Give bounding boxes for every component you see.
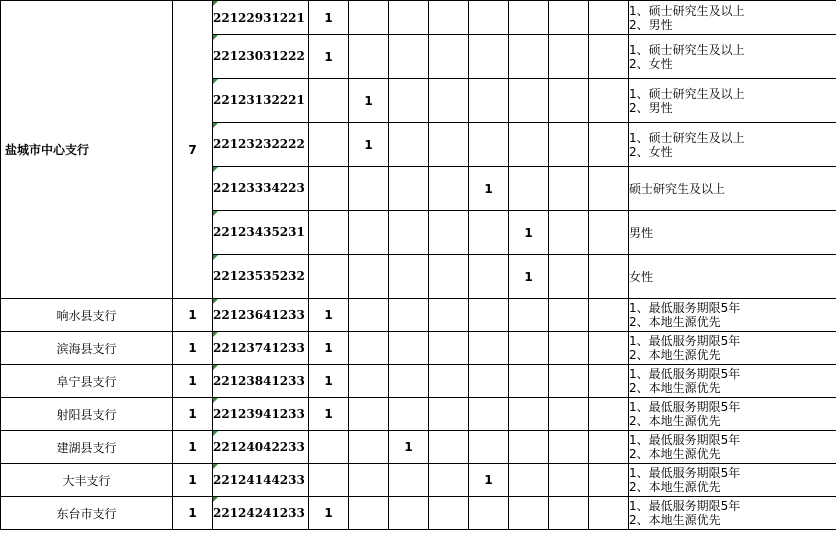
position-count: 1	[173, 365, 213, 398]
cell-col4	[429, 464, 469, 497]
cell-col8	[589, 255, 629, 299]
table-row	[1, 1, 836, 35]
cell-col6: 1	[509, 211, 549, 255]
cell-col2: 1	[349, 123, 389, 167]
requirements-cell: 1、最低服务期限5年 2、本地生源优先	[629, 332, 836, 365]
table-row	[1, 299, 836, 332]
cell-col4	[429, 299, 469, 332]
branch-name: 阜宁县支行	[1, 365, 173, 398]
cell-col3	[389, 255, 429, 299]
position-code: 22123435231	[213, 211, 309, 255]
branch-name: 大丰支行	[1, 464, 173, 497]
branch-name: 响水县支行	[1, 299, 173, 332]
cell-col4	[429, 35, 469, 79]
cell-col1: 1	[309, 398, 349, 431]
cell-col5	[469, 497, 509, 530]
cell-col7	[549, 167, 589, 211]
cell-col7	[549, 299, 589, 332]
position-code: 22123641233	[213, 299, 309, 332]
cell-col1	[309, 123, 349, 167]
cell-col7	[549, 123, 589, 167]
requirements-cell: 1、最低服务期限5年 2、本地生源优先	[629, 431, 836, 464]
cell-col6	[509, 398, 549, 431]
cell-col8	[589, 211, 629, 255]
table-row	[1, 398, 836, 431]
cell-col1: 1	[309, 35, 349, 79]
cell-col1: 1	[309, 299, 349, 332]
branch-name: 射阳县支行	[1, 398, 173, 431]
position-code: 22123031222	[213, 35, 309, 79]
cell-col7	[549, 365, 589, 398]
position-code: 22124042233	[213, 431, 309, 464]
cell-col8	[589, 123, 629, 167]
cell-col2	[349, 431, 389, 464]
position-code: 22123535232	[213, 255, 309, 299]
requirements-cell: 1、最低服务期限5年 2、本地生源优先	[629, 464, 836, 497]
cell-col3	[389, 464, 429, 497]
cell-col7	[549, 35, 589, 79]
cell-col2	[349, 365, 389, 398]
cell-col5	[469, 398, 509, 431]
cell-col8	[589, 167, 629, 211]
cell-col3	[389, 1, 429, 35]
position-code: 22123841233	[213, 365, 309, 398]
cell-col5	[469, 332, 509, 365]
cell-col2	[349, 497, 389, 530]
cell-col2	[349, 398, 389, 431]
branch-name: 滨海县支行	[1, 332, 173, 365]
cell-col4	[429, 255, 469, 299]
cell-col2	[349, 255, 389, 299]
cell-col6	[509, 365, 549, 398]
cell-col3	[389, 211, 429, 255]
cell-col8	[589, 332, 629, 365]
cell-col2	[349, 35, 389, 79]
position-count: 1	[173, 497, 213, 530]
requirements-cell: 1、硕士研究生及以上 2、女性	[629, 35, 836, 79]
cell-col4	[429, 365, 469, 398]
cell-col6	[509, 299, 549, 332]
position-code: 22123334223	[213, 167, 309, 211]
table-row	[1, 431, 836, 464]
cell-col7	[549, 497, 589, 530]
requirements-cell: 1、最低服务期限5年 2、本地生源优先	[629, 497, 836, 530]
cell-col7	[549, 79, 589, 123]
requirements-cell: 1、最低服务期限5年 2、本地生源优先	[629, 398, 836, 431]
requirements-cell: 男性	[629, 211, 836, 255]
cell-col4	[429, 497, 469, 530]
cell-col1	[309, 79, 349, 123]
position-code: 22123941233	[213, 398, 309, 431]
cell-col4	[429, 1, 469, 35]
cell-col1	[309, 167, 349, 211]
cell-col6	[509, 1, 549, 35]
cell-col8	[589, 1, 629, 35]
cell-col6	[509, 497, 549, 530]
cell-col2	[349, 211, 389, 255]
cell-col6	[509, 431, 549, 464]
position-code: 22122931221	[213, 1, 309, 35]
position-count: 1	[173, 299, 213, 332]
cell-col8	[589, 464, 629, 497]
position-code: 22124241233	[213, 497, 309, 530]
cell-col8	[589, 79, 629, 123]
cell-col3	[389, 299, 429, 332]
requirements-cell: 1、最低服务期限5年 2、本地生源优先	[629, 299, 836, 332]
cell-col1: 1	[309, 497, 349, 530]
cell-col1: 1	[309, 332, 349, 365]
cell-col5: 1	[469, 167, 509, 211]
cell-col3	[389, 79, 429, 123]
cell-col8	[589, 35, 629, 79]
branch-name: 建湖县支行	[1, 431, 173, 464]
branch-name: 盐城市中心支行	[1, 1, 173, 299]
cell-col6	[509, 35, 549, 79]
cell-col5	[469, 431, 509, 464]
cell-col2	[349, 167, 389, 211]
cell-col1	[309, 464, 349, 497]
cell-col1	[309, 211, 349, 255]
cell-col5	[469, 123, 509, 167]
cell-col6	[509, 123, 549, 167]
branch-name: 东台市支行	[1, 497, 173, 530]
cell-col7	[549, 431, 589, 464]
cell-col3	[389, 398, 429, 431]
cell-col5	[469, 1, 509, 35]
cell-col3	[389, 365, 429, 398]
cell-col6	[509, 332, 549, 365]
cell-col7	[549, 398, 589, 431]
cell-col8	[589, 299, 629, 332]
position-count: 1	[173, 332, 213, 365]
cell-col5	[469, 79, 509, 123]
requirements-cell: 1、硕士研究生及以上 2、女性	[629, 123, 836, 167]
table-row	[1, 365, 836, 398]
cell-col4	[429, 431, 469, 464]
cell-col3	[389, 167, 429, 211]
cell-col2	[349, 464, 389, 497]
cell-col5	[469, 35, 509, 79]
cell-col5	[469, 365, 509, 398]
cell-col3	[389, 497, 429, 530]
cell-col2: 1	[349, 79, 389, 123]
cell-col6: 1	[509, 255, 549, 299]
position-code: 22123741233	[213, 332, 309, 365]
table-row	[1, 332, 836, 365]
requirements-cell: 硕士研究生及以上	[629, 167, 836, 211]
position-count: 1	[173, 398, 213, 431]
cell-col1: 1	[309, 365, 349, 398]
cell-col3	[389, 35, 429, 79]
cell-col6	[509, 79, 549, 123]
position-count: 7	[173, 1, 213, 299]
cell-col3	[389, 123, 429, 167]
table-row	[1, 464, 836, 497]
position-code: 22123232222	[213, 123, 309, 167]
cell-col4	[429, 211, 469, 255]
cell-col5	[469, 211, 509, 255]
cell-col7	[549, 464, 589, 497]
cell-col3	[389, 332, 429, 365]
cell-col8	[589, 398, 629, 431]
cell-col6	[509, 464, 549, 497]
position-code: 22124144233	[213, 464, 309, 497]
position-code: 22123132221	[213, 79, 309, 123]
cell-col8	[589, 365, 629, 398]
cell-col2	[349, 299, 389, 332]
cell-col7	[549, 1, 589, 35]
cell-col4	[429, 332, 469, 365]
cell-col1	[309, 255, 349, 299]
requirements-cell: 1、硕士研究生及以上 2、男性	[629, 1, 836, 35]
cell-col4	[429, 398, 469, 431]
cell-col4	[429, 79, 469, 123]
cell-col1: 1	[309, 1, 349, 35]
cell-col8	[589, 497, 629, 530]
cell-col2	[349, 332, 389, 365]
table-row	[1, 497, 836, 530]
position-count: 1	[173, 464, 213, 497]
requirements-cell: 女性	[629, 255, 836, 299]
cell-col4	[429, 123, 469, 167]
cell-col5: 1	[469, 464, 509, 497]
cell-col2	[349, 1, 389, 35]
requirements-cell: 1、硕士研究生及以上 2、男性	[629, 79, 836, 123]
cell-col7	[549, 255, 589, 299]
cell-col6	[509, 167, 549, 211]
position-count: 1	[173, 431, 213, 464]
cell-col1	[309, 431, 349, 464]
cell-col4	[429, 167, 469, 211]
cell-col7	[549, 211, 589, 255]
cell-col3: 1	[389, 431, 429, 464]
cell-col5	[469, 299, 509, 332]
cell-col7	[549, 332, 589, 365]
cell-col5	[469, 255, 509, 299]
cell-col8	[589, 431, 629, 464]
requirements-cell: 1、最低服务期限5年 2、本地生源优先	[629, 365, 836, 398]
